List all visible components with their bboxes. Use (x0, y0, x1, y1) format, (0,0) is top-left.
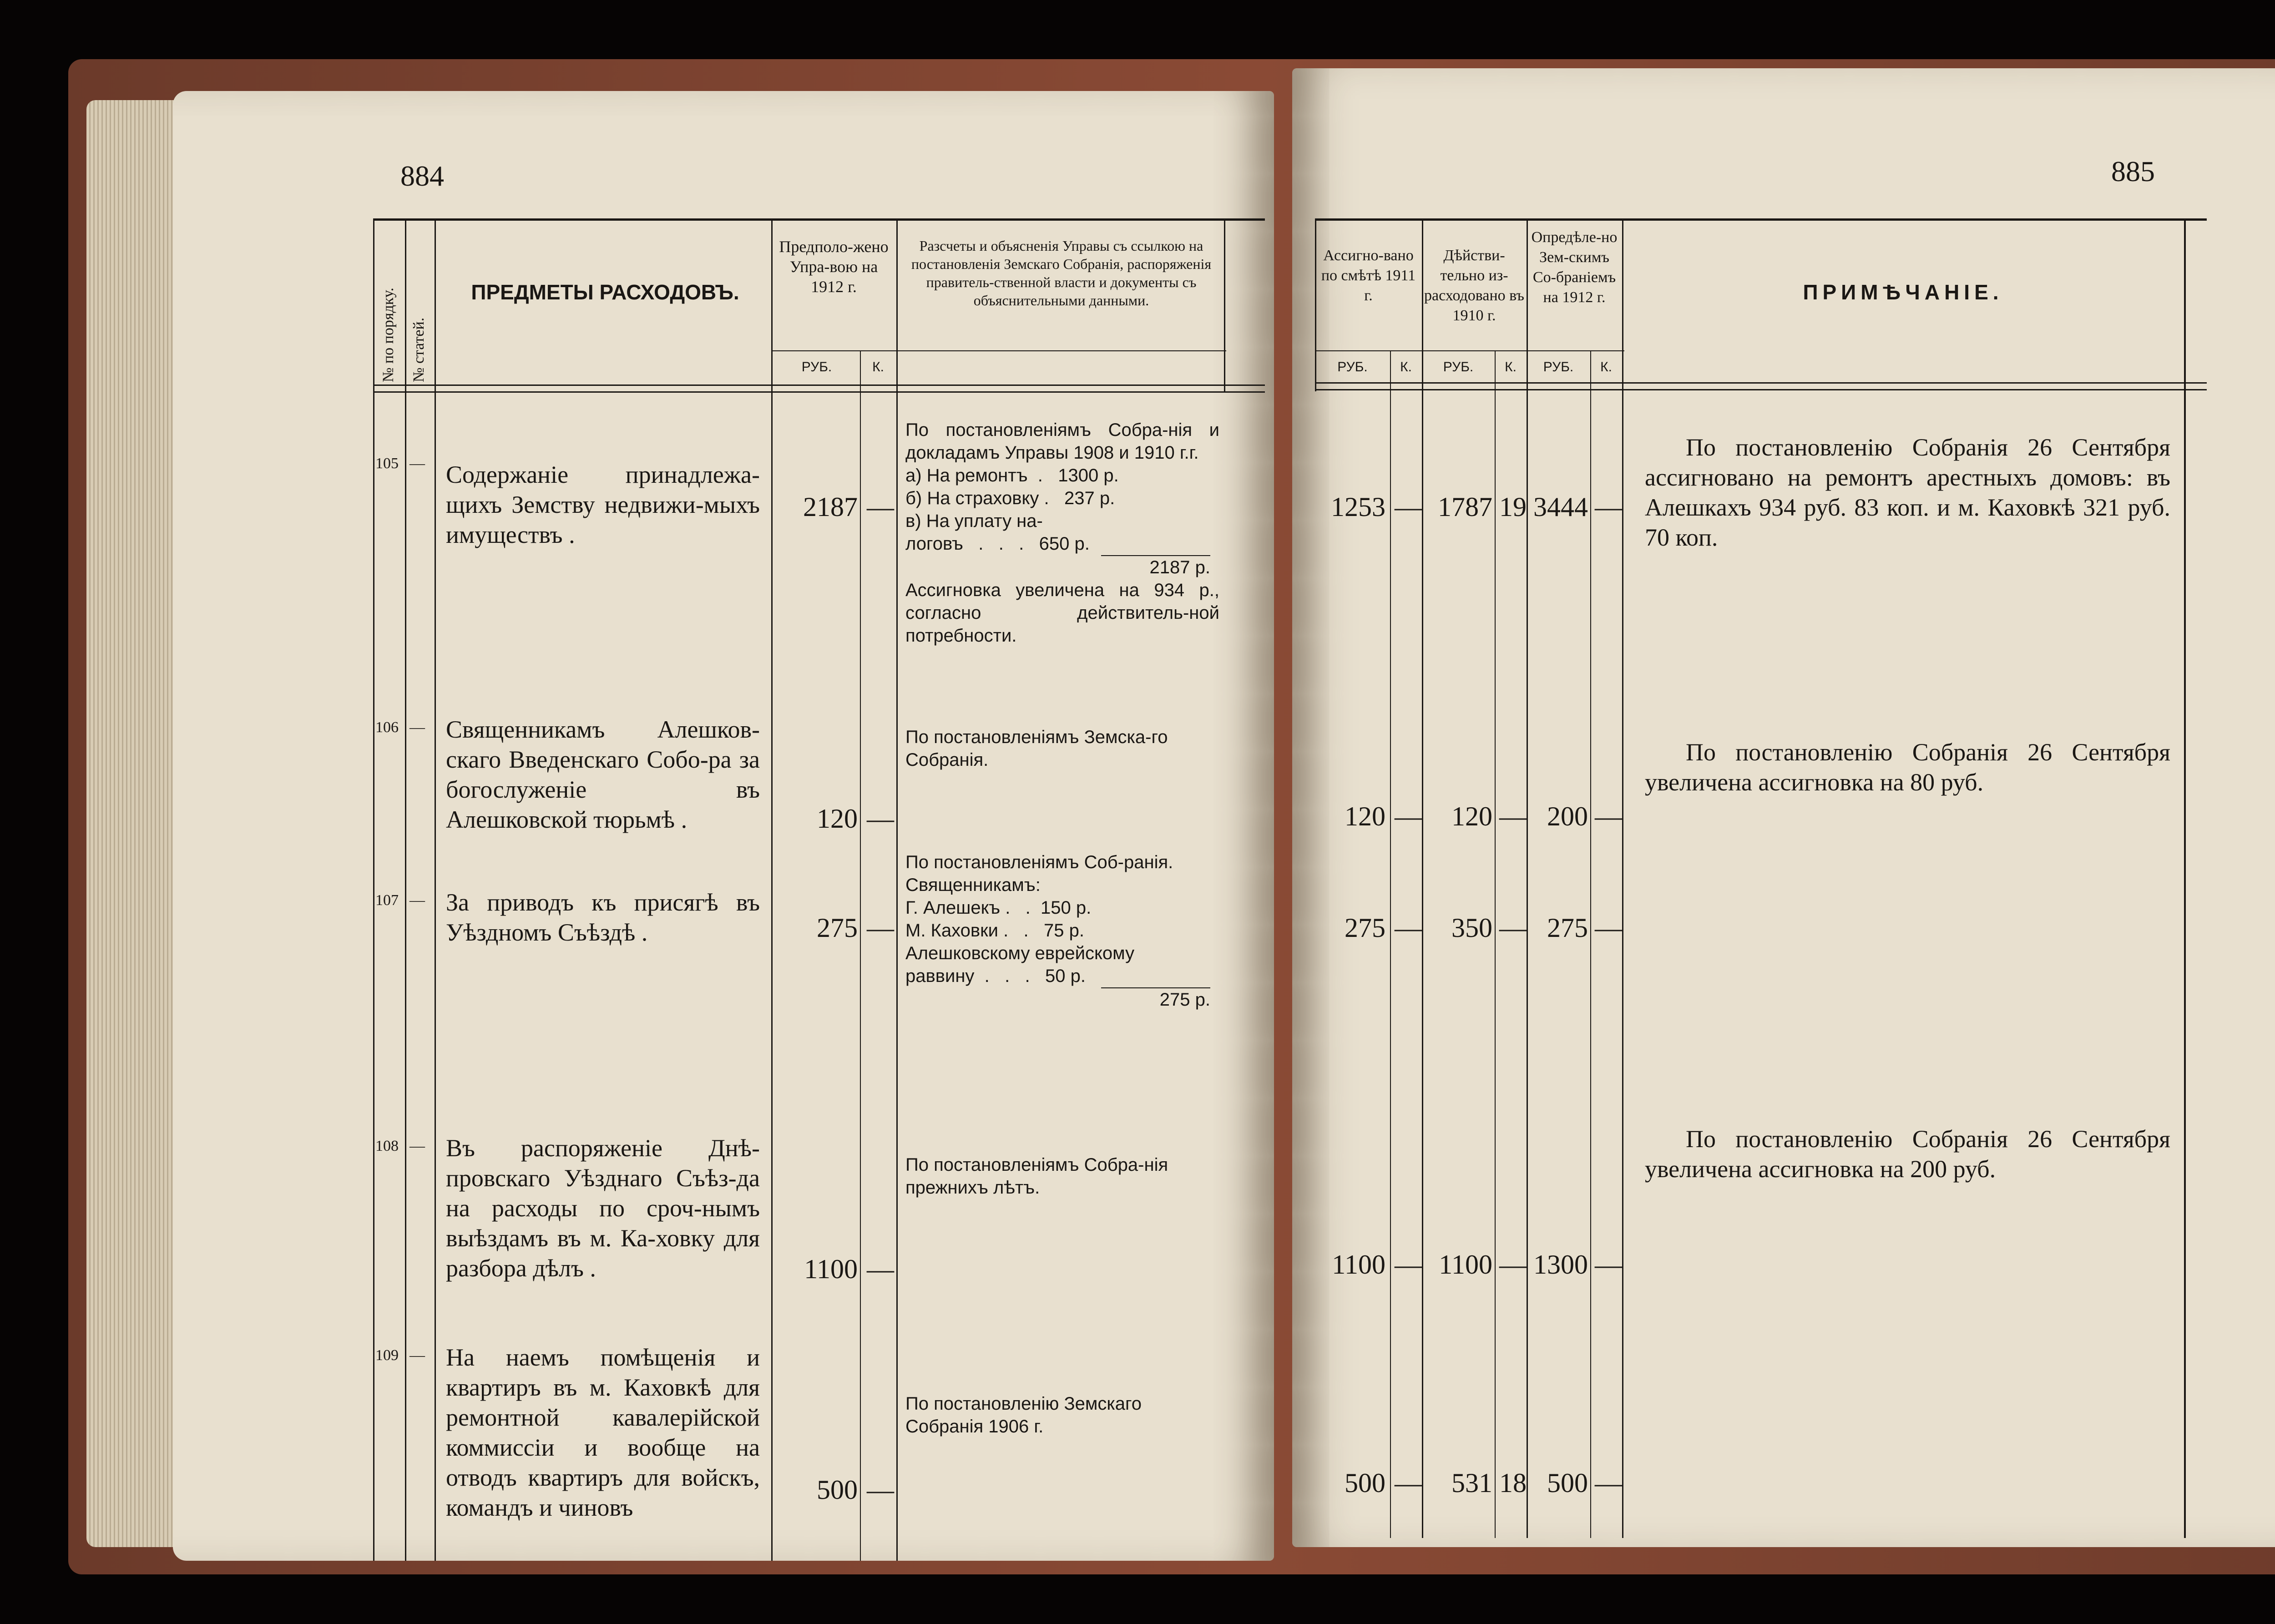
cell-kop: — (1499, 913, 1527, 943)
cell-kop: — (1595, 801, 1622, 831)
cell-assigned-1911: 1100 (1332, 1250, 1385, 1280)
cell-assigned-1911: 500 (1345, 1468, 1385, 1498)
cell-kop: — (1595, 1468, 1622, 1498)
row-article: — (410, 892, 425, 909)
header-proposed: Предполо-жено Упра-вою на 1912 г. (779, 238, 889, 296)
row-proposed: 120 (817, 804, 858, 834)
col-rule (1590, 350, 1591, 1538)
row-description: Содержаніе принадлежа-щихъ Земству недвижи-мыхъ имуществъ . (446, 461, 760, 548)
col-rule (1224, 218, 1225, 391)
header-no-order: № по порядку. (380, 288, 397, 382)
cell-kop: — (1595, 913, 1622, 943)
header-explanations: Разсчеты и объясненія Управы съ ссылкою на постановленія Земскаго Собранія, распоряженія правитель-ственной власти и документы съ объяснительными данными. (911, 238, 1212, 309)
header-kop: К. (1400, 359, 1412, 374)
table-top-rule (373, 218, 1265, 221)
row-proposed: 275 (817, 913, 858, 943)
header-rub: РУБ. (801, 359, 832, 374)
header-bottom-rule (373, 384, 1265, 386)
col-rule (860, 350, 861, 1561)
col-rule (1390, 350, 1391, 1538)
row-explanation: По постановленіямъ Собра-нія прежнихъ лѣтъ. (905, 1155, 1168, 1198)
right-page (1292, 68, 2275, 1547)
row-number: 106 (375, 719, 399, 736)
cell-assigned-1911: 275 (1345, 913, 1385, 943)
cell-fixed-1912: 200 (1547, 801, 1588, 831)
cell-assigned-1911: 1253 (1331, 492, 1385, 522)
subheader-rule (1315, 350, 1624, 351)
cell-kop: — (1395, 492, 1422, 522)
cell-remark: По постановленію Собранія 26 Сентября увеличена ассигновка на 80 руб. (1645, 739, 2170, 796)
col-rule (896, 218, 898, 1561)
col-rule (2184, 218, 2186, 1538)
row-number: 109 (375, 1347, 399, 1364)
row-kop: — (867, 913, 894, 943)
col-rule (405, 218, 406, 1561)
row-article: — (410, 1138, 425, 1154)
row-article: — (410, 719, 425, 736)
row-kop: — (867, 492, 894, 522)
cell-spent-1910: 1100 (1439, 1250, 1492, 1280)
cell-fixed-1912: 500 (1547, 1468, 1588, 1498)
row-article: — (410, 455, 425, 472)
cell-kop: 18 (1499, 1468, 1527, 1498)
row-proposed: 2187 (803, 492, 858, 522)
header-bottom-rule-2 (1315, 389, 2207, 390)
row-explanation: По постановленіямъ Собра-нія и докладамъ Управы 1908 и 1910 г.г. а) На ремонтъ . 1300 р. б) На страховку . 237 р. в) На уплату на- логовъ . . . 650 р. 2187 р. Ассигновка увеличена на 934 р., согласно действитель-ной потребности. (905, 420, 1219, 646)
row-kop: — (867, 1254, 894, 1284)
row-number: 105 (375, 455, 399, 472)
header-assigned-1911: Ассигно-вано по смѣтѣ 1911 г. (1321, 247, 1416, 304)
cell-kop: — (1499, 801, 1527, 831)
header-bottom-rule (1315, 382, 2207, 384)
left-page (173, 91, 1274, 1561)
row-explanation: По постановленіямъ Земска-го Собранія. (905, 727, 1168, 770)
cell-kop: — (1395, 1468, 1422, 1498)
cell-spent-1910: 531 (1451, 1468, 1492, 1498)
header-items: ПРЕДМЕТЫ РАСХОДОВЪ. (471, 280, 739, 304)
page-number: 885 (2111, 155, 2155, 187)
col-rule (1495, 350, 1496, 1538)
cell-spent-1910: 120 (1451, 801, 1492, 831)
cell-fixed-1912: 275 (1547, 913, 1588, 943)
row-number: 107 (375, 892, 399, 909)
col-rule (1622, 218, 1623, 1538)
header-rub: РУБ. (1443, 359, 1474, 374)
col-rule (771, 218, 773, 1561)
cell-kop: — (1595, 492, 1622, 522)
col-rule (1527, 218, 1528, 1538)
cell-kop: — (1499, 1250, 1527, 1280)
cell-assigned-1911: 120 (1345, 801, 1385, 831)
cell-spent-1910: 350 (1451, 913, 1492, 943)
row-proposed: 500 (817, 1475, 858, 1505)
header-no-article: № статей. (410, 317, 427, 382)
row-article: — (410, 1347, 425, 1364)
header-kop: К. (1600, 359, 1612, 374)
header-kop: К. (872, 359, 884, 374)
row-number: 108 (375, 1138, 399, 1154)
row-explanation: По постановленіямъ Соб-ранія. Священникамъ: Г. Алешекъ . . 150 р. М. Каховки . . 75 р. Алешковскому еврейскому раввину . . . 50 р. 275 р. (905, 851, 1219, 1011)
header-remark: ПРИМѢЧАНІЕ. (1803, 280, 2003, 304)
col-rule (373, 218, 374, 1561)
page-number: 884 (400, 160, 444, 192)
row-explanation: По постановленію Земскаго Собранія 1906 г. (905, 1394, 1142, 1437)
subheader-rule (771, 350, 1226, 351)
col-rule (435, 218, 436, 1561)
header-rub: РУБ. (1337, 359, 1368, 374)
col-rule (1315, 218, 1316, 391)
header-fixed-1912: Опредѣле-но Зем-скимъ Со-браніемъ на 1912 г. (1531, 229, 1618, 306)
header-spent-1910: Дѣйстви-тельно из-расходовано въ 1910 г. (1424, 247, 1524, 324)
cell-fixed-1912: 3444 (1533, 492, 1588, 522)
table-top-rule (1315, 218, 2207, 221)
cell-kop: 19 (1499, 492, 1527, 522)
cell-fixed-1912: 1300 (1533, 1250, 1588, 1280)
row-description: За приводъ къ присягѣ въ Уѣздномъ Съѣздѣ . (446, 889, 760, 946)
header-kop: К. (1505, 359, 1517, 374)
col-rule (1422, 218, 1423, 1538)
row-description: На наемъ помѣщенія и квартиръ въ м. Каховкѣ для ремонтной кавалерійской коммиссіи и вообще на отводъ квартиръ для войскъ, командъ и чиновъ (446, 1344, 760, 1521)
cell-kop: — (1395, 801, 1422, 831)
header-bottom-rule-2 (373, 391, 1265, 393)
row-kop: — (867, 1475, 894, 1505)
row-description: Священникамъ Алешков-скаго Введенскаго Собо-ра за богослуженіе въ Алешковской тюрьмѣ . (446, 716, 760, 833)
cell-spent-1910: 1787 (1438, 492, 1492, 522)
row-description: Въ распоряженіе Днѣ-провскаго Уѣзднаго Съѣз-да на расходы по сроч-нымъ выѣздамъ въ м. Ка-ховку для разбора дѣлъ . (446, 1134, 760, 1282)
row-proposed: 1100 (804, 1254, 858, 1284)
cell-kop: — (1595, 1250, 1622, 1280)
cell-remark: По постановленію Собранія 26 Сентября ассигновано на ремонтъ арестныхъ домовъ: въ Алешкахъ 934 руб. 83 коп. и м. Каховкѣ 321 руб. 70 коп. (1645, 434, 2170, 551)
cell-kop: — (1395, 913, 1422, 943)
row-kop: — (867, 804, 894, 834)
cell-kop: — (1395, 1250, 1422, 1280)
header-rub: РУБ. (1543, 359, 1574, 374)
cell-remark: По постановленію Собранія 26 Сентября увеличена ассигновка на 200 руб. (1645, 1125, 2170, 1183)
